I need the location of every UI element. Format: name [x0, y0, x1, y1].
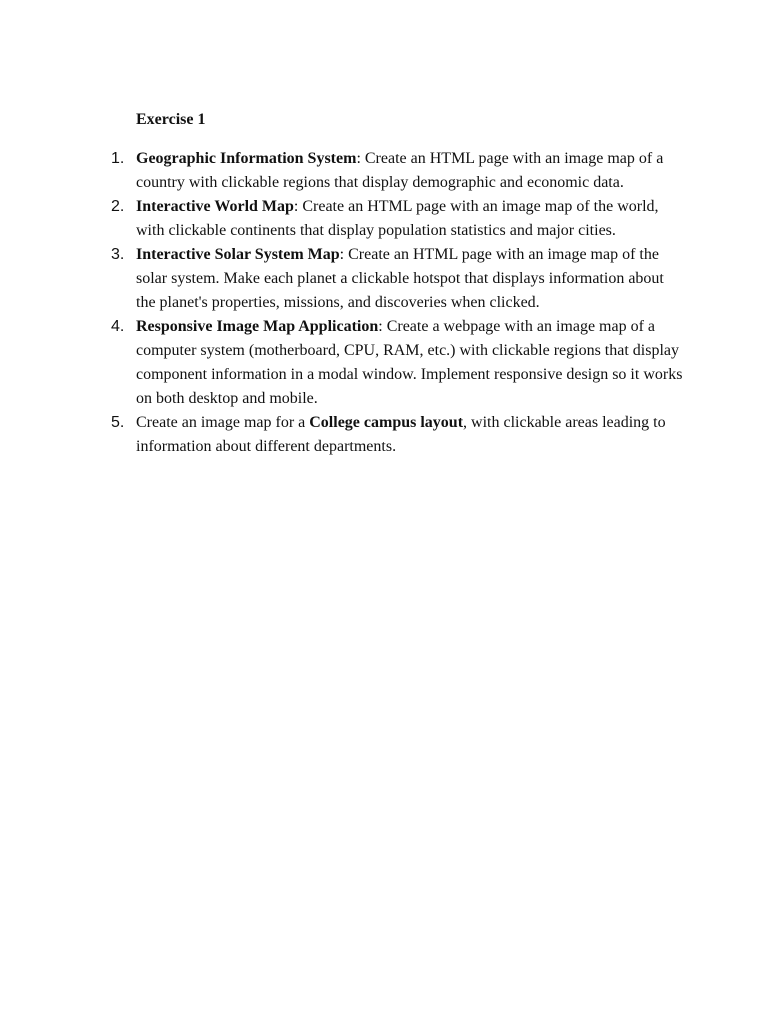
item-post-text: : Create an HTML page with an image map of a country with clickable regions that display demographic and economic data. — [136, 150, 664, 191]
list-item-text — [136, 147, 684, 195]
item-post-text: : Create an HTML page with an image map of the solar system. Make each planet a clickable hotspot that displays information about the planet's properties, missions, and discoveries when clicked. — [136, 246, 664, 311]
item-bold-title: College campus layout — [309, 414, 464, 431]
list-item-text — [136, 315, 684, 411]
list-item — [0, 195, 700, 243]
item-bold-title: Interactive World Map — [136, 198, 294, 215]
list-item — [0, 243, 700, 315]
item-post-text: : Create an HTML page with an image map of the world, with clickable continents that display population statistics and major cities. — [136, 198, 659, 239]
list-item-text — [136, 243, 684, 315]
list-number: 5. — [111, 414, 125, 431]
item-bold-title: Interactive Solar System Map — [136, 246, 340, 263]
list-item-text — [136, 195, 684, 243]
list-item — [0, 315, 700, 411]
list-item-text — [136, 411, 684, 459]
item-bold-title: Responsive Image Map Application — [136, 318, 379, 335]
list-number: 1. — [111, 150, 125, 167]
list-number: 3. — [111, 246, 125, 263]
exercise-heading: Exercise 1 — [136, 111, 206, 128]
list-number: 4. — [111, 318, 125, 335]
item-post-text: , with clickable areas leading to information about different departments. — [136, 414, 666, 455]
list-item — [0, 147, 700, 195]
list-item — [0, 411, 700, 459]
exercise-list — [0, 147, 700, 459]
item-post-text: : Create a webpage with an image map of a computer system (motherboard, CPU, RAM, etc.) with clickable regions that display component information in a modal window. Implement responsive design so it works on both desktop and mobile. — [136, 318, 683, 407]
item-pre-text: Create an image map for a — [136, 414, 310, 431]
list-number: 2. — [111, 198, 125, 215]
item-bold-title: Geographic Information System — [136, 150, 357, 167]
